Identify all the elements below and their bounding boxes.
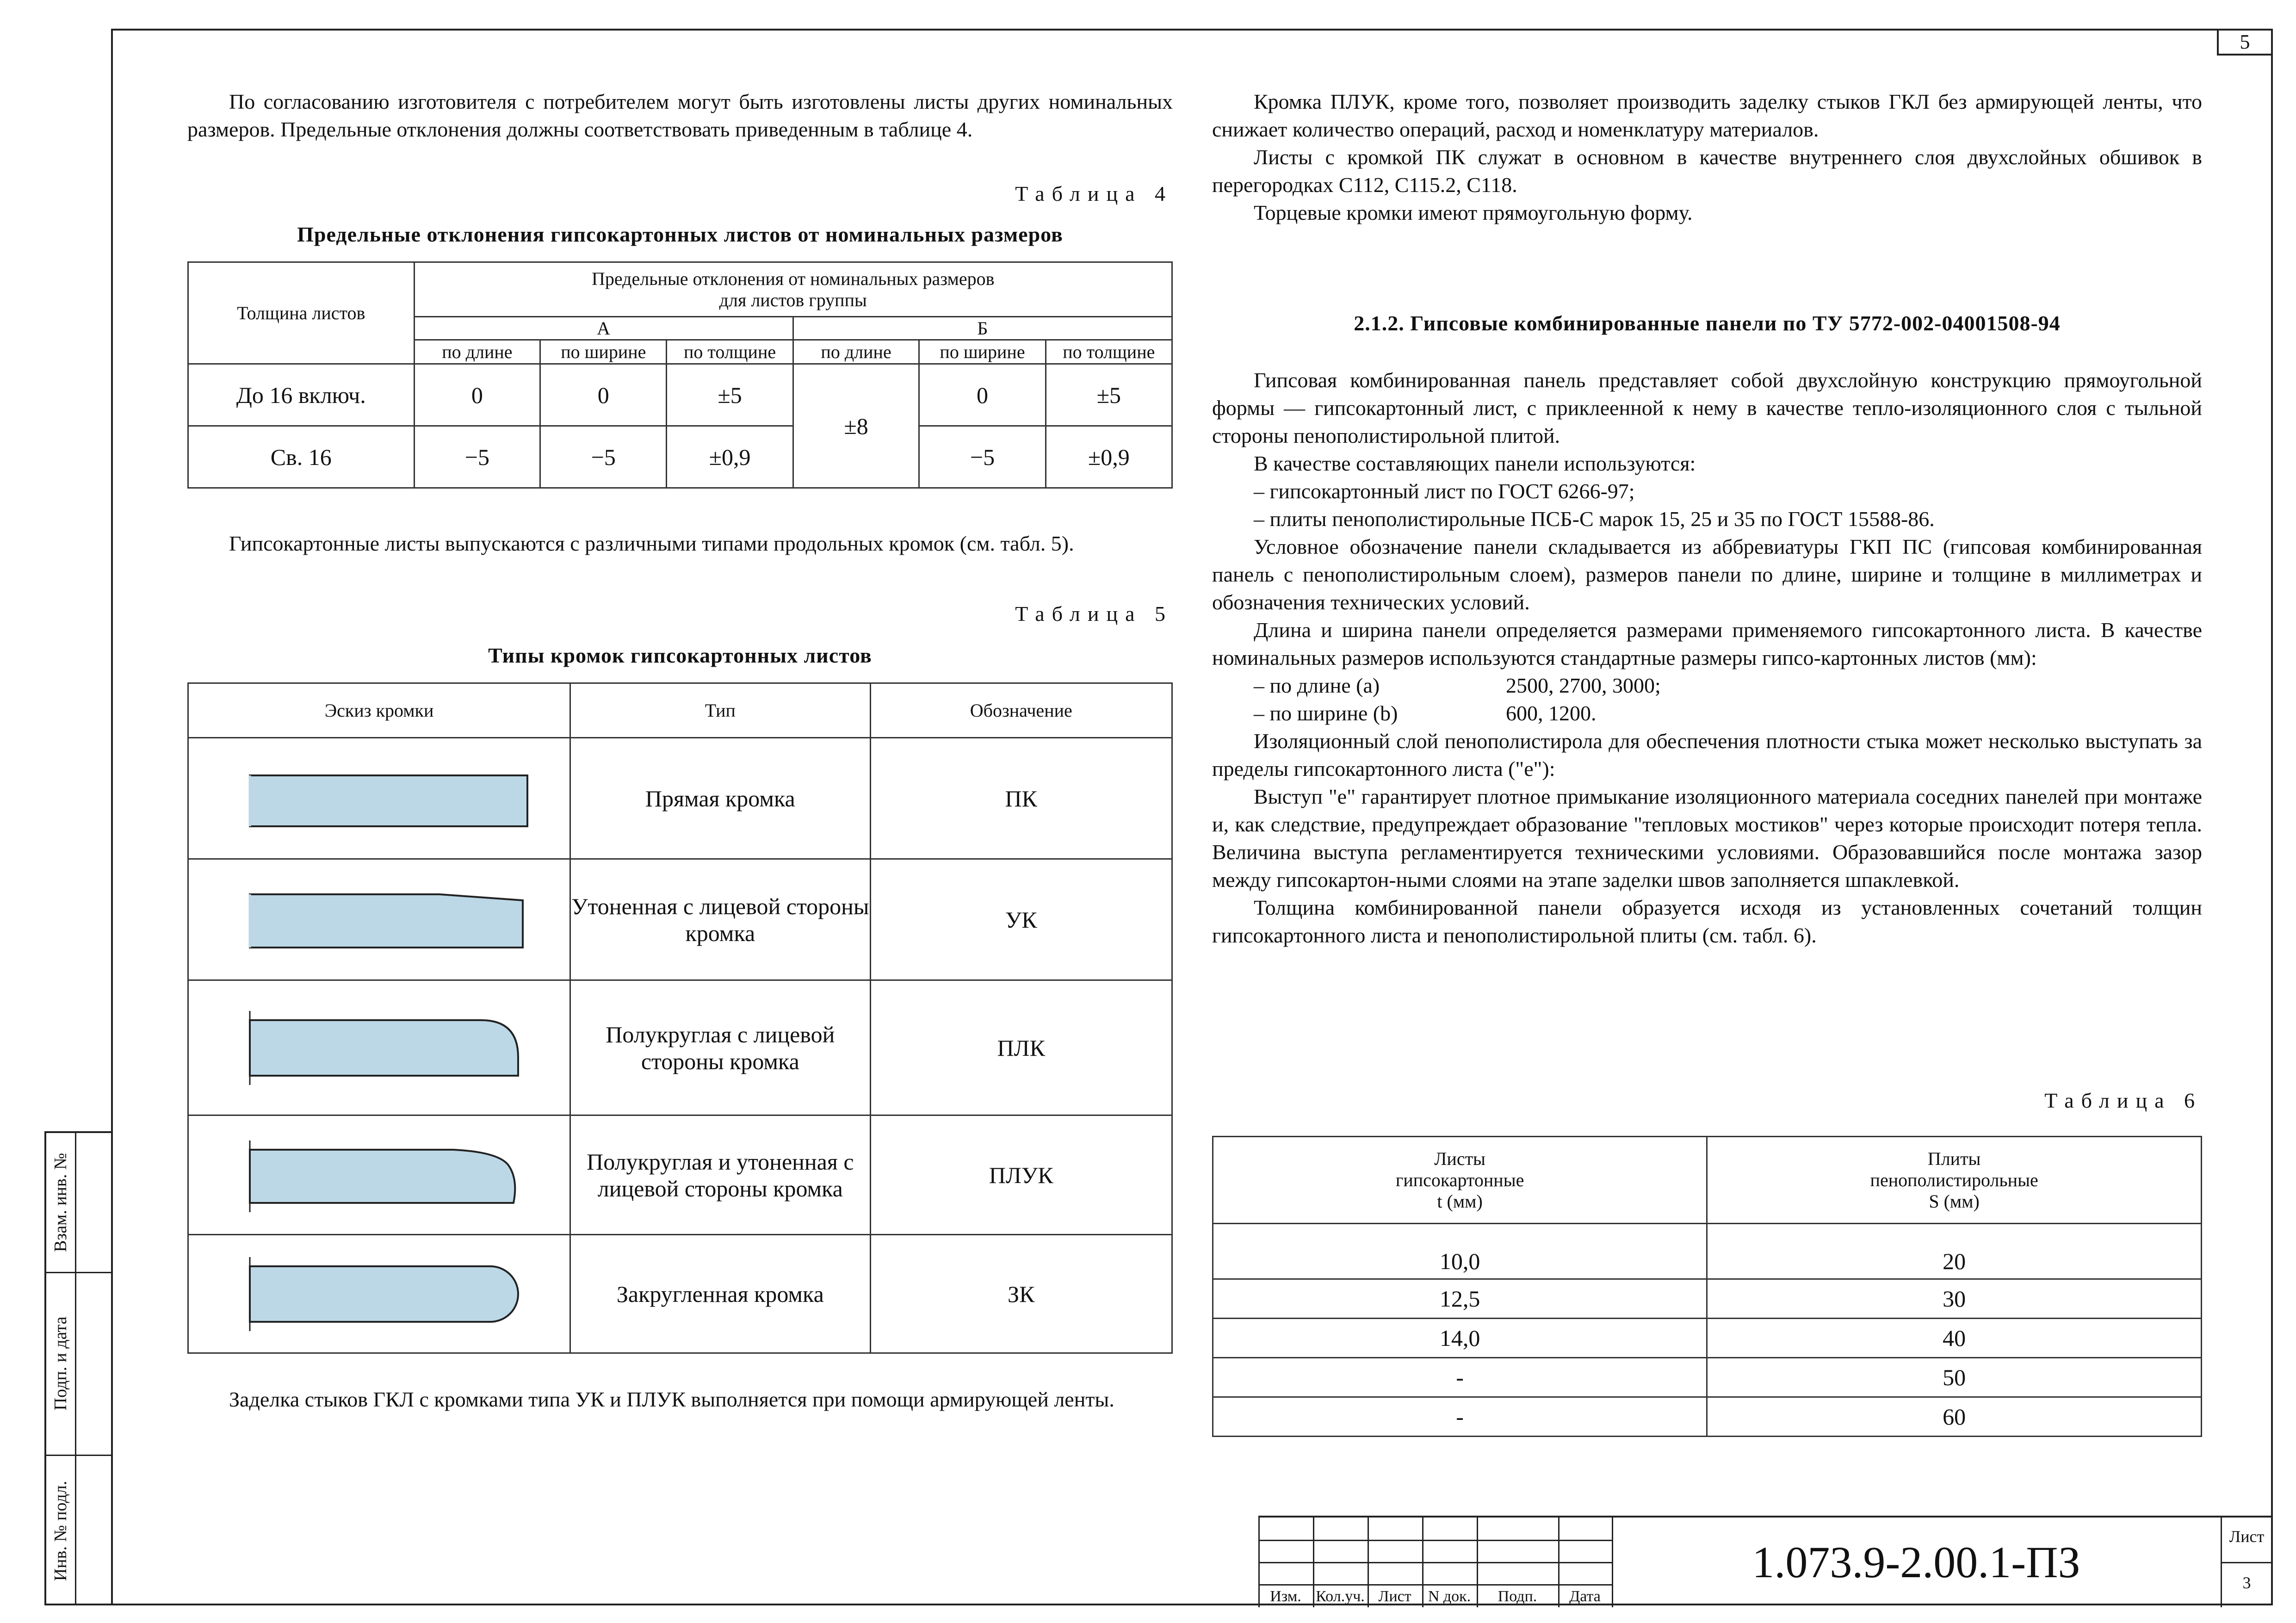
table5-label: Таблица 5 (1015, 602, 1173, 626)
t4-sub-b-thickness: по толщине (1046, 340, 1172, 364)
right-list-item-1: – гипсокартонный лист по ГОСТ 6266-97; (1254, 479, 1635, 503)
page-number: 5 (2217, 29, 2273, 56)
right-para-7: Длина и ширина панели определяется размерами применяемого гипсокартонного листа. В качестве номинальных размеров используются стандартные размеры гипсо-картонных листов (мм): (1212, 618, 2202, 669)
t5-type-zk: Закругленная кромка (570, 1235, 870, 1353)
t5-type-pluk: Полукруглая и утоненная с лицевой стороны кромка (570, 1115, 870, 1235)
left-para-3: Заделка стыков ГКЛ с кромками типа УК и ПЛУК выполняется при помощи армирующей ленты. (229, 1388, 1114, 1411)
t6-row5-t: - (1213, 1397, 1707, 1437)
t5-header-code: Обозначение (870, 683, 1172, 738)
t4-header-thickness: Толщина листов (188, 262, 415, 364)
stamp-col-podp: Подп. (1498, 1588, 1537, 1605)
size-width-label: – по ширине (b) (1254, 701, 1398, 725)
t6-header-plates: Плиты пенополистирольные S (мм) (1707, 1137, 2202, 1224)
edge-straight-sketch (222, 762, 537, 836)
size-width-value: 600, 1200. (1506, 701, 1597, 725)
edge-semiround-sketch (222, 1002, 537, 1094)
t4-group-a: А (414, 317, 793, 340)
t4-group-b: Б (793, 317, 1172, 340)
side-label-replaced-inv: Взам. инв. № (51, 1152, 70, 1252)
t6-row2-s: 30 (1707, 1279, 2202, 1319)
table6-label: Таблица 6 (2044, 1089, 2202, 1112)
size-row-width (1212, 700, 2202, 727)
t5-header-sketch: Эскиз кромки (188, 683, 570, 738)
size-length-label: – по длине (a) (1254, 674, 1380, 697)
side-stamp (44, 1131, 111, 1605)
t4-sub-b-width: по ширине (919, 340, 1046, 364)
side-label-signature-date: Подп. и дата (51, 1316, 70, 1411)
right-para-2: Листы с кромкой ПК служат в основном в качестве внутреннего слоя двухслойных обшивок в перегородках С112, С115.2, С118. (1212, 145, 2202, 197)
t5-code-zk: ЗК (870, 1235, 1172, 1353)
t4-row2-a-width: −5 (540, 426, 667, 488)
right-para-4: Гипсовая комбинированная панель представляет собой двухслойную конструкцию прямоугольной формы — гипсокартонный лист, с приклеенной к нему в качестве тепло-изоляционного слоя с тыльной стороны пенополистирольной плитой. (1212, 368, 2202, 447)
size-length-value: 2500, 2700, 3000; (1506, 674, 1661, 697)
stamp-col-data: Дата (1569, 1588, 1601, 1605)
t4-sub-a-length: по длине (414, 340, 540, 364)
t4-row2-b-thickness: ±0,9 (1046, 426, 1172, 488)
t5-code-plk: ПЛК (870, 980, 1172, 1115)
t4-row2-label: Св. 16 (188, 426, 415, 488)
t5-code-uk: УК (870, 859, 1172, 980)
t6-row4-s: 50 (1707, 1358, 2202, 1397)
sheet-number: 3 (2242, 1573, 2251, 1592)
t4-row2-a-length: −5 (414, 426, 540, 488)
table5-title: Типы кромок гипсокартонных листов (488, 644, 872, 667)
document-designation: 1.073.9-2.00.1-ПЗ (1752, 1537, 2080, 1587)
right-para-6: Условное обозначение панели складывается из аббревиатуры ГКП ПС (гипсовая комбинированная панель с пенополистирольным слоем), размеров панели по длине, ширине и толщине в миллиметрах и обозначения технических условий. (1212, 535, 2202, 614)
t5-header-type: Тип (570, 683, 870, 738)
t5-sketch-plk (188, 980, 570, 1115)
stamp-col-kol: Кол.уч. (1316, 1588, 1365, 1605)
table6 (1212, 1136, 2202, 1437)
sheet-label: Лист (2229, 1527, 2265, 1546)
t5-sketch-uk (188, 859, 570, 980)
t4-row1-b-thickness: ±5 (1046, 364, 1172, 426)
t4-row1-b-width: 0 (919, 364, 1046, 426)
t4-row1-a-thickness: ±5 (667, 364, 793, 426)
left-para-1: По согласованию изготовителя с потребителем могут быть изготовлены листы других номинальных размеров. Предельные отклонения должны соответствовать приведенным в таблице 4. (187, 90, 1173, 141)
t4-row2-a-thickness: ±0,9 (667, 426, 793, 488)
right-block-2 (1212, 366, 2202, 949)
edge-semiround-tapered-sketch (222, 1134, 537, 1217)
t6-row3-s: 40 (1707, 1319, 2202, 1358)
t4-row1-label: До 16 включ. (188, 364, 415, 426)
stamp-col-list: Лист (1378, 1588, 1411, 1605)
right-para-3: Торцевые кромки имеют прямоугольную форму. (1254, 201, 1693, 224)
t5-type-plk: Полукруглая с лицевой стороны кромка (570, 980, 870, 1115)
left-para-2: Гипсокартонные листы выпускаются с различными типами продольных кромок (см. табл. 5). (229, 532, 1074, 555)
t4-b-length-merged: ±8 (793, 364, 919, 488)
t6-row3-t: 14,0 (1213, 1319, 1707, 1358)
t6-row2-t: 12,5 (1213, 1279, 1707, 1319)
t6-row1-s: 20 (1707, 1224, 2202, 1279)
t4-sub-a-width: по ширине (540, 340, 667, 364)
right-para-10: Толщина комбинированной панели образуется исходя из установленных сочетаний толщин гипсокартонного листа и пенополистирольной плиты (см. табл. 6). (1212, 896, 2202, 947)
stamp-col-izm: Изм. (1270, 1588, 1301, 1605)
t5-type-uk: Утоненная с лицевой стороны кромка (570, 859, 870, 980)
t6-row5-s: 60 (1707, 1397, 2202, 1437)
t6-row4-t: - (1213, 1358, 1707, 1397)
right-block-1 (1212, 88, 2202, 227)
t4-row1-a-width: 0 (540, 364, 667, 426)
t4-sub-a-thickness: по толщине (667, 340, 793, 364)
stamp-col-ndok: N док. (1428, 1588, 1471, 1605)
edge-tapered-sketch (222, 883, 537, 957)
t5-sketch-zk (188, 1235, 570, 1353)
right-para-1: Кромка ПЛУК, кроме того, позволяет производить заделку стыков ГКЛ без армирующей ленты, что снижает количество операций, расход и номенклатуру материалов. (1212, 90, 2202, 141)
side-label-original-inv: Инв. № подл. (51, 1481, 70, 1581)
section-heading: 2.1.2. Гипсовые комбинированные панели по ТУ 5772-002-04001508-94 (1354, 311, 2061, 335)
t4-sub-b-length: по длине (793, 340, 919, 364)
right-para-9: Выступ "е" гарантирует плотное примыкание изоляционного материала соседних панелей при монтаже и, как следствие, предупреждает образование "тепловых мостиков" через которые происходит потеря тепла. Величина выступа регламентируется техническими условиями. Образовавшийся после монтажа зазор между гипсокартон-ными слоями на этапе заделки швов заполняется шпаклевкой. (1212, 785, 2202, 892)
title-block (1258, 1516, 2273, 1607)
table4-title: Предельные отклонения гипсокартонных листов от номинальных размеров (297, 223, 1063, 246)
table4-label: Таблица 4 (1015, 182, 1173, 205)
edge-rounded-sketch (222, 1252, 537, 1336)
t5-sketch-pluk (188, 1115, 570, 1235)
t5-code-pluk: ПЛУК (870, 1115, 1172, 1235)
t5-code-pk: ПК (870, 738, 1172, 859)
t5-sketch-pk (188, 738, 570, 859)
right-para-8: Изоляционный слой пенополистирола для обеспечения плотности стыка может несколько выступать за пределы гипсокартонного листа ("е"): (1212, 729, 2202, 781)
size-row-length (1212, 672, 2202, 700)
t4-row1-a-length: 0 (414, 364, 540, 426)
right-list-item-2: – плиты пенополистирольные ПСБ-С марок 15, 25 и 35 по ГОСТ 15588-86. (1254, 507, 1935, 531)
t4-header-group: Предельные отклонения от номинальных размеров для листов группы (414, 262, 1172, 317)
t5-type-pk: Прямая кромка (570, 738, 870, 859)
table5 (187, 682, 1173, 1354)
t4-row2-b-width: −5 (919, 426, 1046, 488)
t6-row1-t: 10,0 (1213, 1224, 1707, 1279)
right-para-5: В качестве составляющих панели используются: (1254, 452, 1696, 475)
t6-header-sheets: Листы гипсокартонные t (мм) (1213, 1137, 1707, 1224)
table4 (187, 261, 1173, 489)
